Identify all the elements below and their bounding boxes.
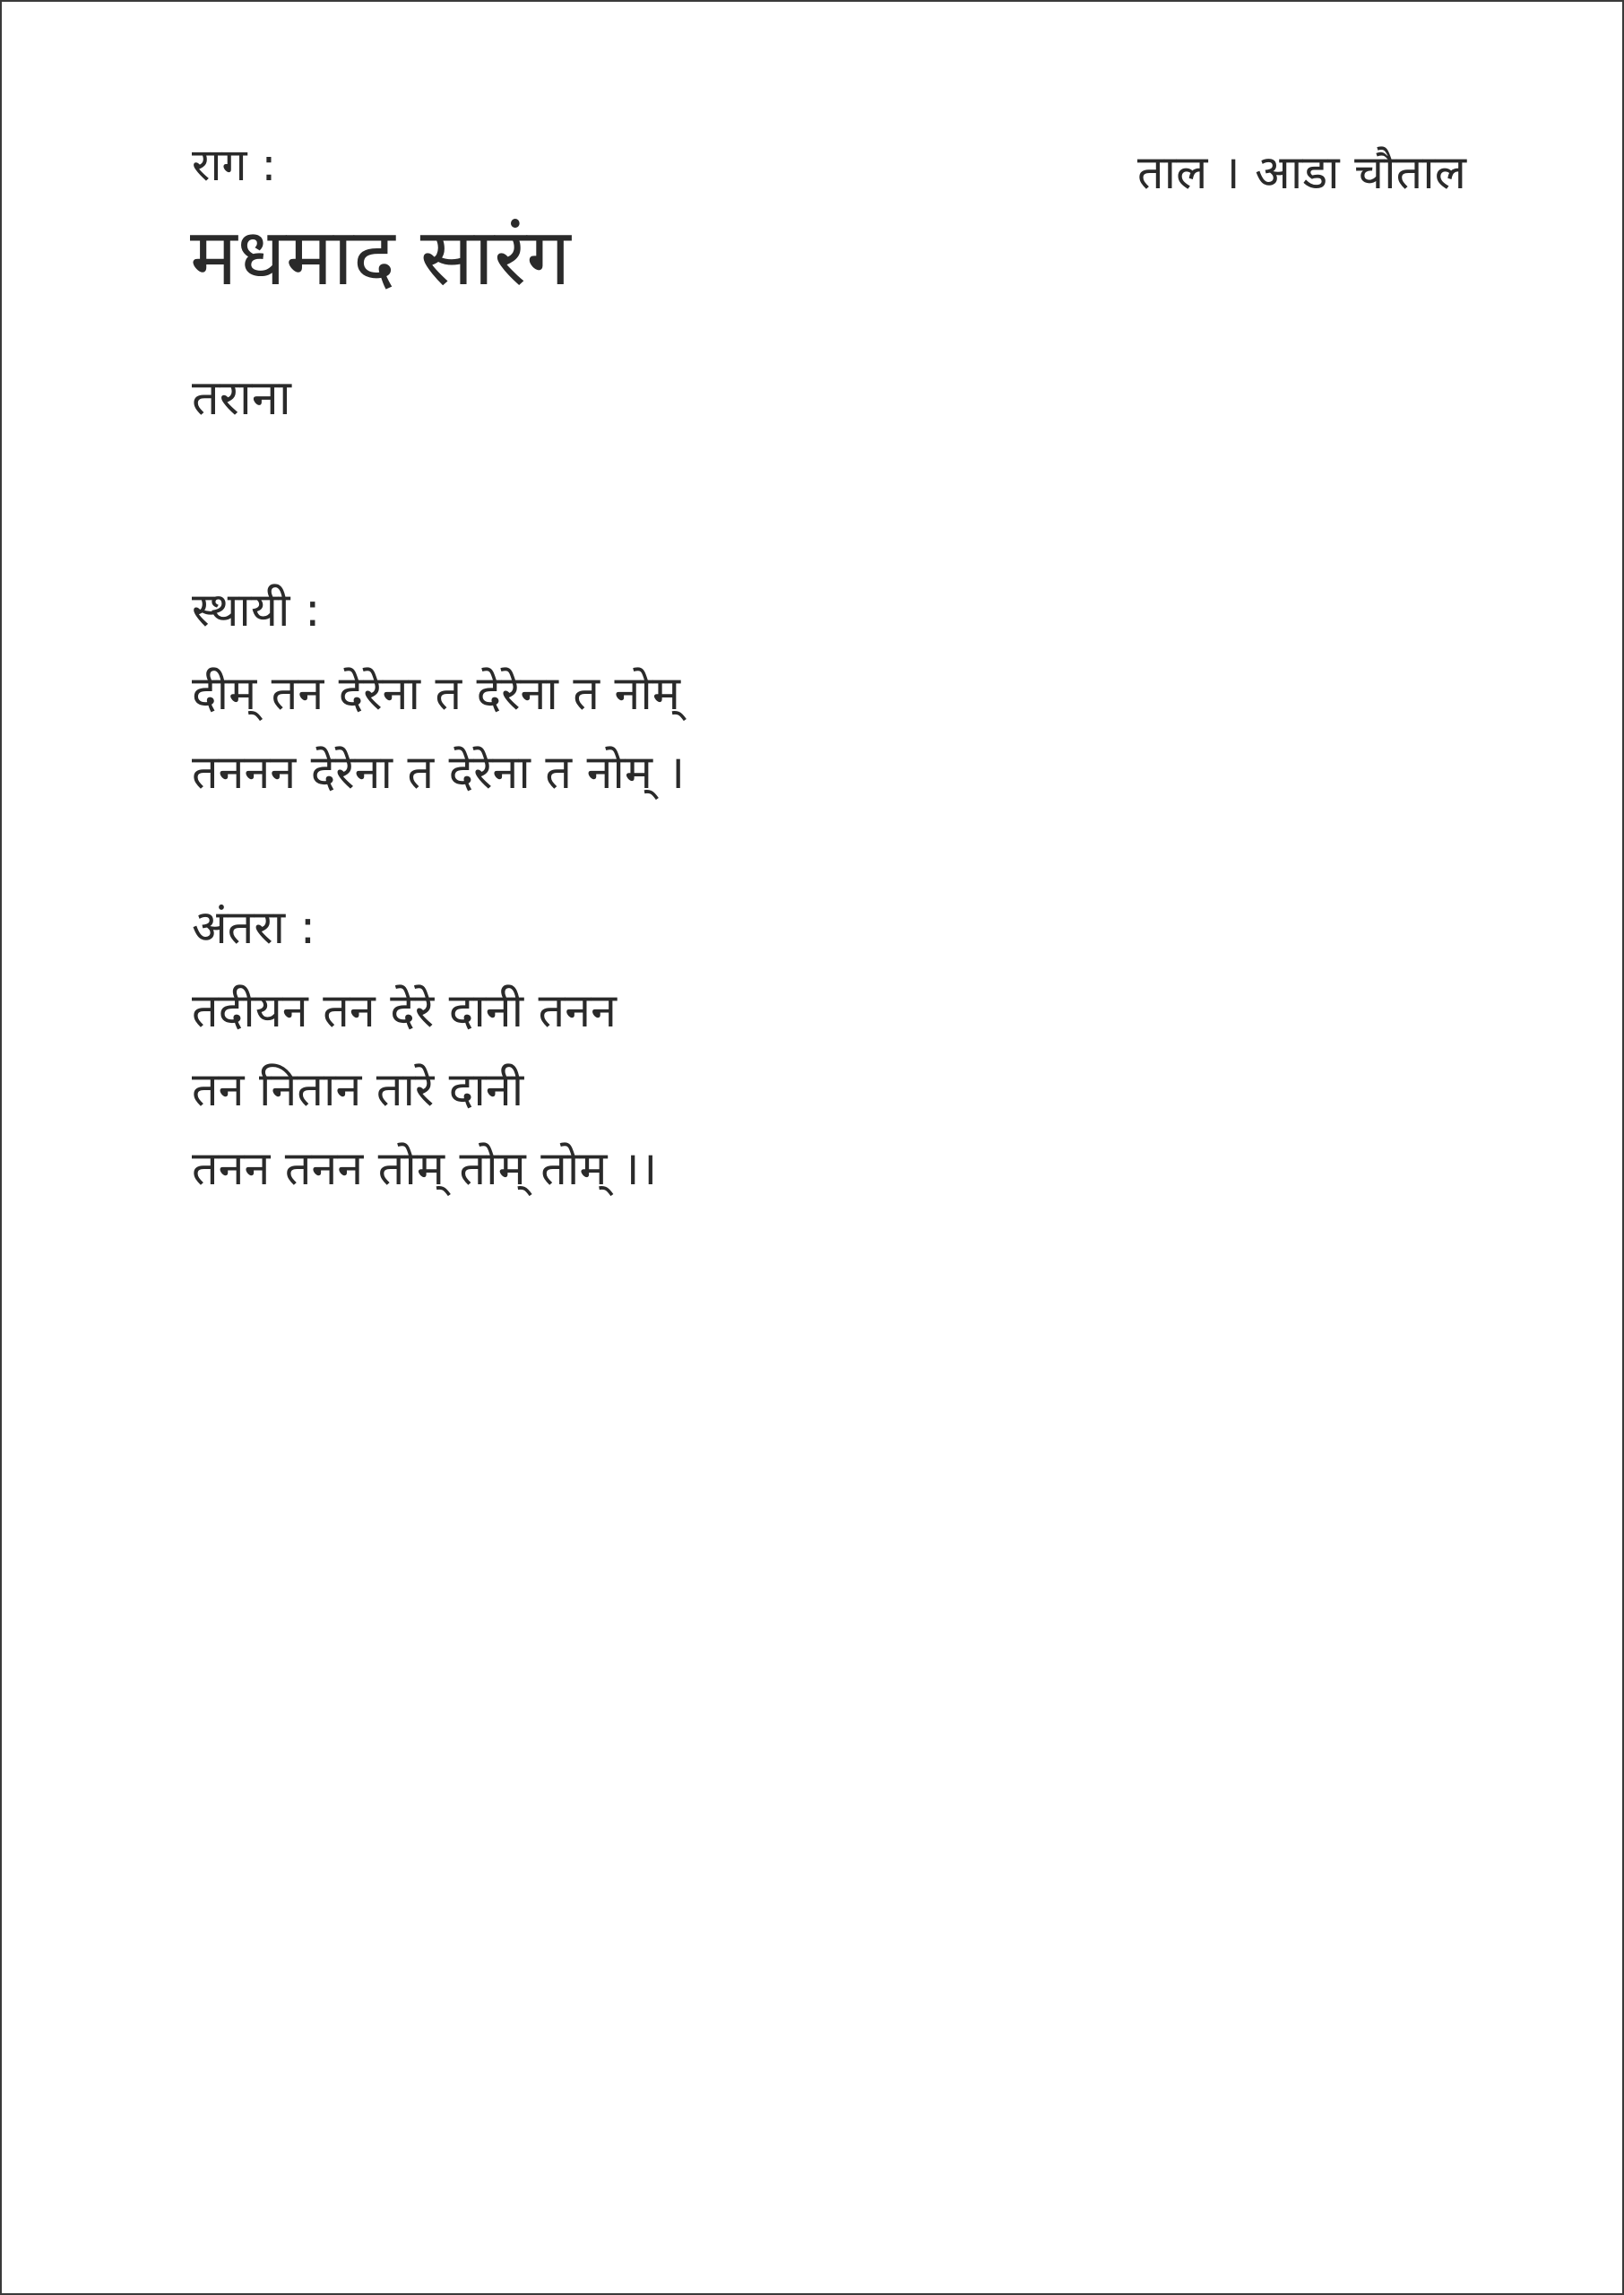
antara-line: तन नितान तारे दानी [192,1063,524,1118]
antara-section [192,900,657,1208]
antara-line: तनन तनन तोम् तोम् तोम् ।। [192,1142,658,1197]
sthayi-heading: स्थायी : [192,584,321,637]
raag-label: राग : [192,139,277,191]
raag-name-title: मधमाद सारंग [190,211,571,303]
antara-heading: अंतरा : [192,901,316,955]
taal-label: ताल । आडा चौताल [1137,146,1466,200]
antara-line: तदीयन तन देरे दानी तनन [192,984,618,1039]
sthayi-section [192,583,685,812]
composition-genre: तराना [192,369,291,426]
sthayi-line: तननन देरेना त देरेना त नोम् । [192,746,686,801]
sthayi-line: दीम् तन देरेना त देरेना त नोम् [192,667,680,722]
